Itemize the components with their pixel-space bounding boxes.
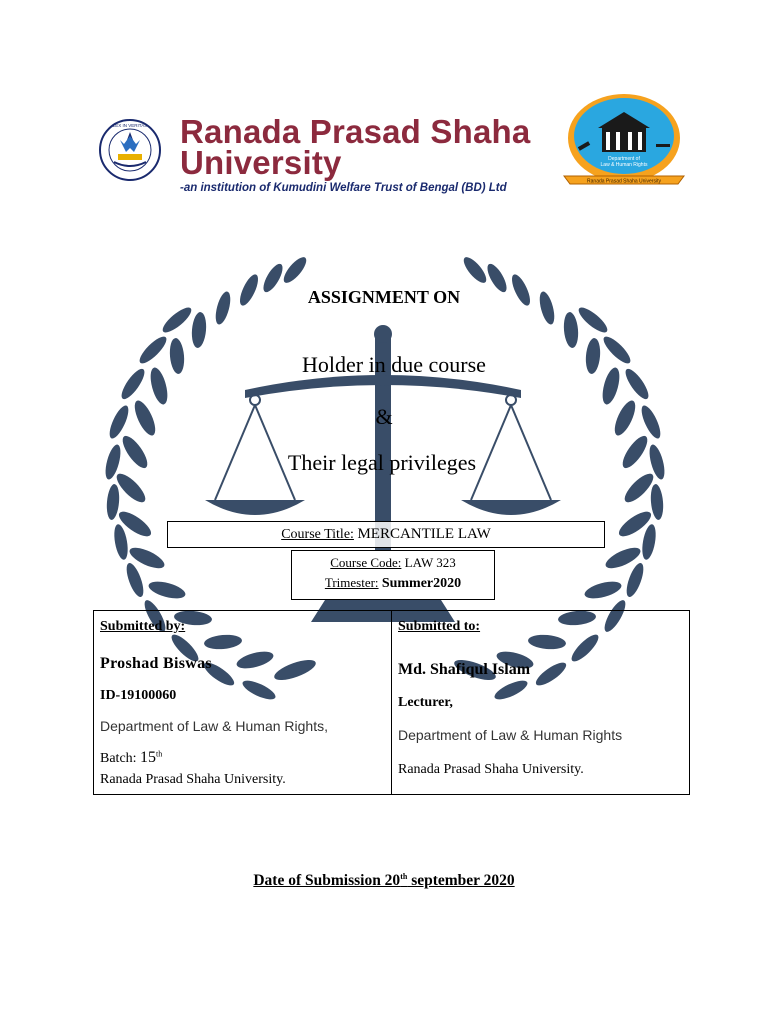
course-code-row [292, 555, 494, 571]
university-name-line1: Ranada Prasad Shaha [180, 113, 531, 150]
trimester-label: Trimester: [324, 575, 379, 590]
course-code-value: LAW 323 [404, 555, 456, 570]
date-text: Date of Submission 20 [253, 872, 401, 890]
submitted-by-batch [100, 749, 162, 767]
course-title-label: Course Title: [281, 527, 354, 542]
submitted-to-heading: Submitted to: [398, 619, 481, 634]
submitted-to-department: Department of Law & Human Rights [398, 727, 623, 743]
trimester-row [292, 575, 494, 592]
seal-motto: LEX IN VERITAS [112, 123, 148, 128]
submitted-by-name: Proshad Biswas [100, 655, 212, 672]
submitted-by-university: Ranada Prasad Shaha University. [100, 772, 286, 787]
batch-suffix: th [156, 749, 163, 759]
course-code-label: Course Code: [330, 555, 402, 570]
submitted-to-designation: Lecturer, [398, 695, 453, 710]
submitted-by-id: ID-19100060 [100, 688, 177, 703]
submitted-to-university: Ranada Prasad Shaha University. [398, 762, 584, 777]
submitted-by-department: Department of Law & Human Rights, [100, 718, 328, 734]
topic-line-1: Holder in due course [302, 352, 486, 377]
course-title-value: MERCANTILE LAW [357, 526, 491, 542]
submitted-by-heading: Submitted by: [100, 619, 186, 634]
batch-label: Batch: [100, 751, 137, 766]
date-label [253, 872, 514, 889]
department-logo-text-1: Department of [608, 156, 640, 162]
assignment-heading: ASSIGNMENT ON [307, 287, 461, 307]
trimester-value: Summer2020 [381, 576, 462, 591]
topic-ampersand: & [375, 404, 393, 429]
submitted-to-name: Md. Shafiqul Islam [398, 661, 531, 678]
department-logo-text-2: Law & Human Rights [600, 162, 648, 168]
course-title-box [167, 521, 605, 548]
department-logo-banner: Ranada Prasad Shaha University [587, 178, 661, 185]
department-logo [558, 92, 690, 192]
submission-table [93, 610, 690, 795]
date-rest: september 2020 [407, 872, 515, 890]
university-tagline: -an institution of Kumudini Welfare Trust of Bengal (BD) Ltd [180, 182, 507, 194]
course-code-box [291, 550, 495, 600]
table-divider [391, 611, 392, 794]
university-name-line2: University [180, 144, 342, 181]
date-suffix: th [400, 872, 408, 881]
batch-value: 15 [140, 749, 157, 766]
university-seal-logo [84, 118, 176, 182]
university-name [180, 113, 531, 181]
date-of-submission [0, 872, 768, 890]
topic-line-2: Their legal privileges [287, 450, 477, 475]
